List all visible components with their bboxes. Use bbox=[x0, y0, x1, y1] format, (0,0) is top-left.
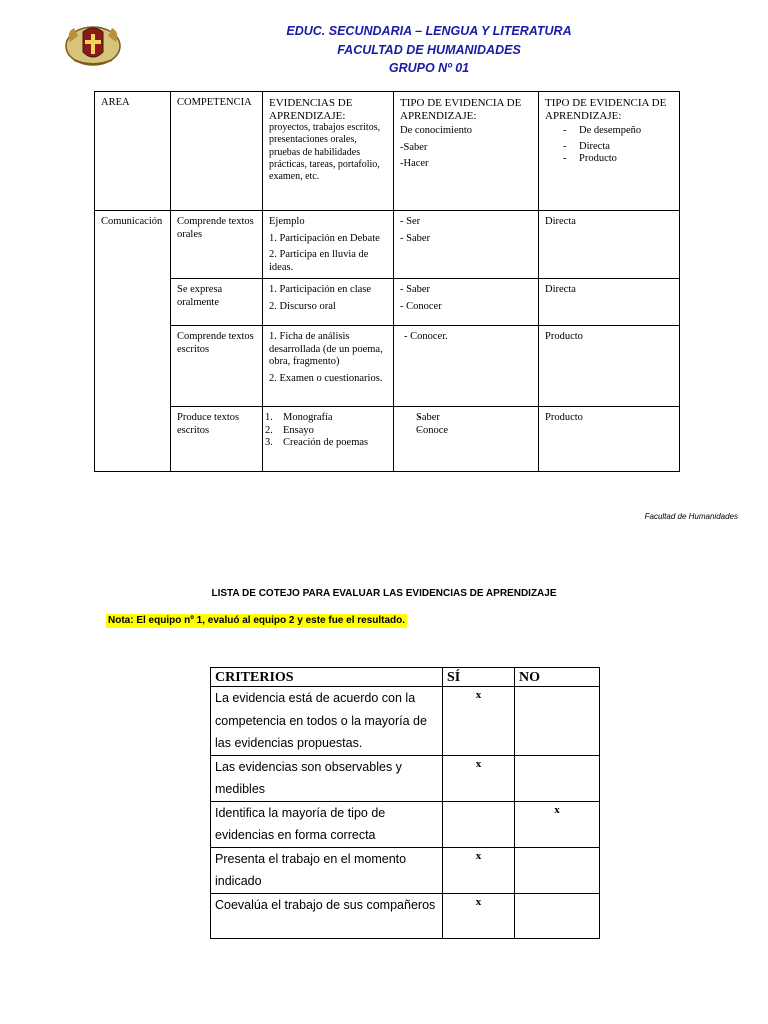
competencia-cell: Produce textos escritos bbox=[171, 407, 263, 472]
table-row bbox=[211, 801, 600, 847]
evidencias-cell: 1. Monografía 2. Ensayo 3. Creación de poemas bbox=[263, 407, 394, 472]
no-mark bbox=[515, 687, 600, 756]
header-area: AREA bbox=[95, 92, 171, 211]
no-mark bbox=[515, 847, 600, 893]
table-row bbox=[95, 211, 680, 279]
checklist-note: Nota: El equipo nº 1, evaluó al equipo 2 y este fue el resultado. bbox=[108, 615, 406, 626]
criterio-cell: Las evidencias son observables y medibles bbox=[211, 755, 443, 801]
tipo2-cell: Directa bbox=[539, 211, 680, 279]
table-row bbox=[211, 893, 600, 938]
checklist-table bbox=[210, 667, 600, 939]
header-competencia: COMPETENCIA bbox=[171, 92, 263, 211]
no-mark bbox=[515, 755, 600, 801]
si-mark: x bbox=[443, 687, 515, 756]
tipo-cell: - Saber - Conocer bbox=[394, 279, 539, 326]
header-no: NO bbox=[515, 668, 600, 687]
table-row bbox=[95, 279, 680, 326]
tipo2-cell: Producto bbox=[539, 326, 680, 407]
area-cell: Comunicación bbox=[95, 211, 171, 472]
competencia-cell: Comprende textos orales bbox=[171, 211, 263, 279]
table-row bbox=[95, 407, 680, 472]
header-line-1: EDUC. SECUNDARIA – LENGUA Y LITERATURA bbox=[286, 24, 572, 38]
si-mark bbox=[443, 801, 515, 847]
tipo-cell: - Conocer. bbox=[394, 326, 539, 407]
tipo-cell: - Saber - Conoce bbox=[394, 407, 539, 472]
tipo2-cell: Directa bbox=[539, 279, 680, 326]
table-row bbox=[95, 326, 680, 407]
header-criterios: CRITERIOS bbox=[211, 668, 443, 687]
evidencias-cell: 1. Participación en clase 2. Discurso oral bbox=[263, 279, 394, 326]
si-mark: x bbox=[443, 755, 515, 801]
criterio-cell: La evidencia está de acuerdo con la competencia en todos o la mayoría de las evidencias propuestas. bbox=[211, 687, 443, 756]
footer-note: Facultad de Humanidades bbox=[644, 512, 738, 521]
criterio-cell: Presenta el trabajo en el momento indicado bbox=[211, 847, 443, 893]
si-mark: x bbox=[443, 893, 515, 938]
header-si: SÍ bbox=[443, 668, 515, 687]
header-line-3: GRUPO Nº 01 bbox=[388, 61, 470, 75]
table-row bbox=[211, 847, 600, 893]
checklist-title: LISTA DE COTEJO PARA EVALUAR LAS EVIDENCIAS DE APRENDIZAJE bbox=[211, 588, 557, 599]
criterio-cell: Coevalúa el trabajo de sus compañeros bbox=[211, 893, 443, 938]
table-row bbox=[211, 755, 600, 801]
header-tipo-conocimiento: TIPO DE EVIDENCIA DE APRENDIZAJE: De conocimiento -Saber -Hacer bbox=[394, 92, 539, 211]
no-mark bbox=[515, 893, 600, 938]
header-line-2: FACULTAD DE HUMANIDADES bbox=[337, 42, 521, 57]
header-tipo-desempeno: TIPO DE EVIDENCIA DE APRENDIZAJE: - De desempeño - Directa - Producto bbox=[539, 92, 680, 211]
no-mark: x bbox=[515, 801, 600, 847]
header-evidencias: EVIDENCIAS DE APRENDIZAJE: proyectos, trabajos escritos, presentaciones orales, pruebas de habilidades prácticas, tareas, portafolio, examen, etc. bbox=[263, 92, 394, 211]
table-row bbox=[211, 687, 600, 756]
tipo-cell: - Ser - Saber bbox=[394, 211, 539, 279]
evidencias-cell: 1. Ficha de análisis desarrollada (de un poema, obra, fragmento) 2. Examen o cuestionarios. bbox=[263, 326, 394, 407]
document-header bbox=[0, 22, 768, 78]
checklist-header-row bbox=[211, 668, 600, 687]
table-header-row bbox=[95, 92, 680, 211]
criterio-cell: Identifica la mayoría de tipo de evidencias en forma correcta bbox=[211, 801, 443, 847]
competency-table bbox=[94, 91, 680, 472]
competencia-cell: Se expresa oralmente bbox=[171, 279, 263, 326]
evidencias-cell: Ejemplo 1. Participación en Debate 2. Participa en lluvia de ideas. bbox=[263, 211, 394, 279]
competencia-cell: Comprende textos escritos bbox=[171, 326, 263, 407]
si-mark: x bbox=[443, 847, 515, 893]
tipo2-cell: Producto bbox=[539, 407, 680, 472]
